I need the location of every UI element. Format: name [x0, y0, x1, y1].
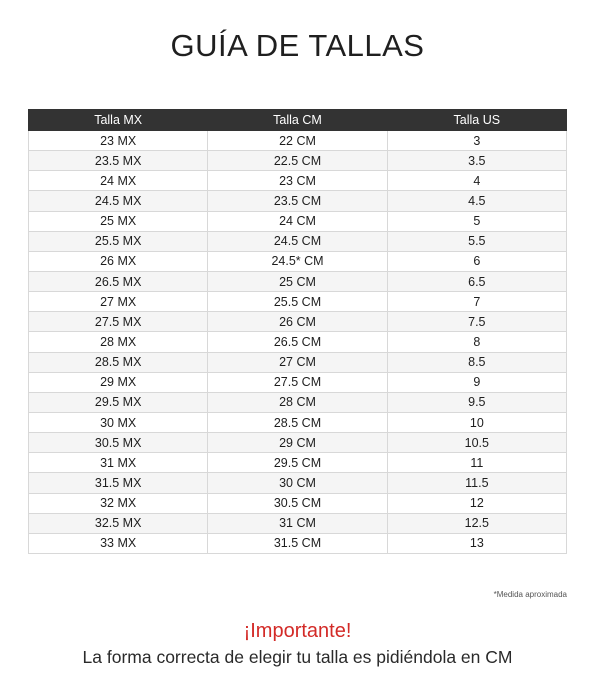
cell-mx: 26 MX: [29, 251, 208, 271]
table-row: [29, 191, 567, 211]
cell-cm: 31.5 CM: [208, 533, 387, 553]
cell-cm: 24 CM: [208, 211, 387, 231]
cell-mx: 24.5 MX: [29, 191, 208, 211]
cell-mx: 25.5 MX: [29, 231, 208, 251]
cell-cm: 26 CM: [208, 312, 387, 332]
table-row: [29, 151, 567, 171]
cell-mx: 31.5 MX: [29, 473, 208, 493]
table-row: [29, 392, 567, 412]
cell-cm: 24.5* CM: [208, 251, 387, 271]
cell-mx: 33 MX: [29, 533, 208, 553]
cell-us: 8.5: [387, 352, 566, 372]
table-row: [29, 251, 567, 271]
cell-mx: 32.5 MX: [29, 513, 208, 533]
cell-cm: 23 CM: [208, 171, 387, 191]
cell-cm: 29.5 CM: [208, 453, 387, 473]
column-header-us: Talla US: [387, 110, 566, 131]
cell-mx: 25 MX: [29, 211, 208, 231]
advice-text: La forma correcta de elegir tu talla es pidiéndola en CM: [82, 647, 513, 667]
table-row: [29, 292, 567, 312]
cell-us: 10.5: [387, 433, 566, 453]
cell-mx: 31 MX: [29, 453, 208, 473]
cell-us: 3.5: [387, 151, 566, 171]
cell-mx: 23.5 MX: [29, 151, 208, 171]
cell-mx: 26.5 MX: [29, 271, 208, 291]
cell-mx: 23 MX: [29, 131, 208, 151]
cell-cm: 30.5 CM: [208, 493, 387, 513]
table-row: [29, 131, 567, 151]
cell-us: 10: [387, 412, 566, 432]
cell-cm: 25.5 CM: [208, 292, 387, 312]
cell-cm: 29 CM: [208, 433, 387, 453]
table-row: [29, 171, 567, 191]
cell-cm: 24.5 CM: [208, 231, 387, 251]
table-row: [29, 433, 567, 453]
cell-mx: 28 MX: [29, 332, 208, 352]
cell-cm: 31 CM: [208, 513, 387, 533]
table-row: [29, 372, 567, 392]
cell-mx: 29 MX: [29, 372, 208, 392]
cell-mx: 24 MX: [29, 171, 208, 191]
table-row: [29, 473, 567, 493]
table-row: [29, 412, 567, 432]
table-row: [29, 271, 567, 291]
table-row: [29, 312, 567, 332]
cell-cm: 28.5 CM: [208, 412, 387, 432]
cell-us: 9: [387, 372, 566, 392]
table-header-row: [29, 110, 567, 131]
cell-us: 12: [387, 493, 566, 513]
cell-cm: 27 CM: [208, 352, 387, 372]
cell-us: 12.5: [387, 513, 566, 533]
table-row: [29, 231, 567, 251]
footnote: *Medida aproximada: [493, 590, 567, 599]
cell-us: 11: [387, 453, 566, 473]
size-table: [28, 109, 567, 554]
cell-cm: 25 CM: [208, 271, 387, 291]
table-row: [29, 453, 567, 473]
table-row: [29, 352, 567, 372]
cell-mx: 29.5 MX: [29, 392, 208, 412]
cell-mx: 28.5 MX: [29, 352, 208, 372]
cell-us: 6.5: [387, 271, 566, 291]
table-row: [29, 332, 567, 352]
cell-us: 7: [387, 292, 566, 312]
cell-cm: 26.5 CM: [208, 332, 387, 352]
cell-mx: 30.5 MX: [29, 433, 208, 453]
cell-us: 4.5: [387, 191, 566, 211]
cell-us: 3: [387, 131, 566, 151]
column-header-mx: Talla MX: [29, 110, 208, 131]
column-header-cm: Talla CM: [208, 110, 387, 131]
cell-us: 5.5: [387, 231, 566, 251]
cell-cm: 30 CM: [208, 473, 387, 493]
cell-cm: 27.5 CM: [208, 372, 387, 392]
cell-cm: 28 CM: [208, 392, 387, 412]
table-row: [29, 211, 567, 231]
page-title: GUÍA DE TALLAS: [170, 28, 425, 63]
important-heading: ¡Importante!: [243, 620, 352, 642]
cell-cm: 22.5 CM: [208, 151, 387, 171]
cell-us: 11.5: [387, 473, 566, 493]
cell-us: 4: [387, 171, 566, 191]
table-body: [29, 131, 567, 554]
cell-us: 13: [387, 533, 566, 553]
cell-us: 6: [387, 251, 566, 271]
cell-cm: 23.5 CM: [208, 191, 387, 211]
cell-mx: 30 MX: [29, 412, 208, 432]
cell-us: 7.5: [387, 312, 566, 332]
cell-us: 5: [387, 211, 566, 231]
table-row: [29, 513, 567, 533]
cell-mx: 32 MX: [29, 493, 208, 513]
cell-us: 9.5: [387, 392, 566, 412]
cell-us: 8: [387, 332, 566, 352]
cell-mx: 27.5 MX: [29, 312, 208, 332]
cell-cm: 22 CM: [208, 131, 387, 151]
cell-mx: 27 MX: [29, 292, 208, 312]
table-row: [29, 493, 567, 513]
table-row: [29, 533, 567, 553]
